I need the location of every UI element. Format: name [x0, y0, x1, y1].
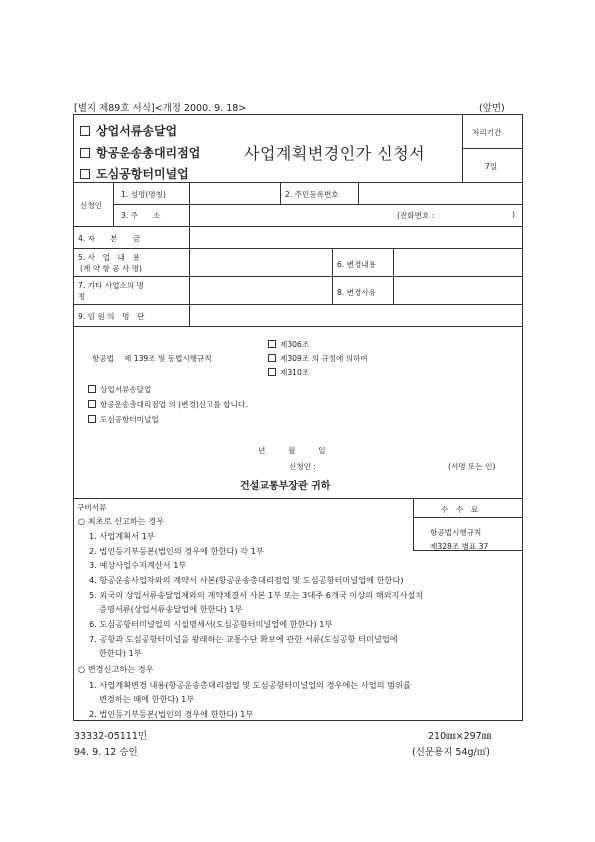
name-label: 1. 성명(명칭)	[121, 190, 166, 199]
fee-line-2: 제328조 별표 37	[430, 542, 489, 551]
change-content-field[interactable]	[394, 249, 522, 275]
recipient: 건설교통부장관 귀하	[240, 481, 331, 492]
change-content-label: 6. 변경내용	[337, 260, 377, 269]
change-reason-field[interactable]	[394, 277, 522, 303]
checkbox-icon[interactable]	[80, 126, 90, 136]
checkbox-icon[interactable]	[88, 400, 96, 408]
doc-item: 2. 법인등기부등본(법인의 경우에 한한다) 각 1부	[89, 546, 264, 556]
doc-item: 5. 외국의 상업서류송달업체와의 계약체결서 사본 1부 또는 3대주 6개국 이상의 해외지사설치	[89, 590, 424, 600]
phone-label: (전화번호 :	[397, 211, 435, 220]
checkbox-icon[interactable]	[88, 415, 96, 423]
checkbox-icon[interactable]	[88, 385, 96, 393]
doc-item-cont: 증명서류(상업서류송달업에 한한다) 1부	[99, 604, 243, 614]
paper-size: 210㎜×297㎜	[428, 731, 492, 742]
article-306-option[interactable]: 제306조	[268, 339, 309, 350]
officers-label: 9. 임 원 의 명 단	[78, 312, 145, 321]
section-initial-report: ○ 최초로 신고하는 경우	[78, 516, 165, 526]
checkbox-icon[interactable]	[80, 148, 90, 158]
officers-field[interactable]	[190, 305, 522, 325]
contract-airline-label: (계 약 항 공 사 명)	[80, 264, 143, 273]
date-line: 년 월 일	[258, 446, 326, 455]
signer-label: 신청인 :	[289, 462, 316, 471]
doc-item-cont: 한한다) 1부	[99, 648, 142, 658]
approval-date: 94. 9. 12 승인	[74, 747, 138, 758]
resident-id-field[interactable]	[359, 183, 522, 203]
article-310-option[interactable]: 제310조	[268, 367, 309, 378]
checkbox-icon[interactable]	[268, 354, 276, 362]
other-office-label-cont: 칭	[78, 292, 86, 301]
other-office-field[interactable]	[190, 277, 331, 303]
doc-item: 1. 사업계획서 1부	[89, 531, 155, 541]
form-title: 사업계획변경인가 신청서	[244, 144, 426, 163]
processing-period-label: 처리기간	[472, 128, 502, 137]
doc-item: 3. 예상사업수지계산서 1부	[89, 560, 187, 570]
address-label: 3. 주 소	[121, 211, 161, 220]
report-option-air-cargo-agency[interactable]: 항공운송총대리점업 의 (변경)신고를 합니다.	[88, 399, 248, 410]
law-reference: 항공법 제 139조 및 동법시행규칙	[92, 354, 212, 363]
other-office-label: 7. 기타 사업소의 명	[78, 281, 144, 290]
capital-field[interactable]	[190, 227, 522, 247]
checkbox-icon[interactable]	[268, 340, 276, 348]
report-option-city-air-terminal[interactable]: 도심공항터미널업	[88, 414, 159, 425]
paper-type: (신문용지 54g/㎡)	[412, 747, 490, 758]
phone-close: )	[512, 210, 515, 219]
business-content-field[interactable]	[190, 249, 331, 275]
article-309-option[interactable]: 제309조 의 규정에 의하여	[268, 353, 368, 364]
doc-item-cont: 변경하는 때에 한한다) 1부	[99, 694, 195, 704]
applicant-label: 신청인	[80, 201, 103, 210]
processing-period-value: 7일	[485, 162, 498, 171]
doc-item: 1. 사업계획변경 내용(항공운송총대리점업 및 도심공항터미널업의 경우에는 사업의 범위를	[89, 680, 411, 690]
section-change-report: ○ 변경신고하는 경우	[78, 664, 154, 674]
business-content-label: 5. 사 업 내 용	[78, 253, 140, 262]
doc-item: 6. 도심공항터미널업의 시설명세서(도심공항터미널업에 한한다) 1부	[89, 619, 333, 629]
report-option-document-delivery[interactable]: 상업서류송달업	[88, 384, 151, 395]
name-field[interactable]	[190, 183, 279, 203]
fee-heading: 수 수 료	[441, 505, 479, 514]
resident-id-label: 2. 주민등록번호	[285, 190, 339, 199]
page-side-label: (앞면)	[479, 103, 505, 114]
fee-line-1: 항공법시행규칙	[430, 528, 482, 537]
signature-label: (서명 또는 인)	[448, 462, 496, 471]
address-field[interactable]	[190, 205, 390, 225]
checkbox-icon[interactable]	[268, 368, 276, 376]
doc-item: 4. 항공운송사업자와의 계약서 사본(항공운송총대리점업 및 도심공항터미널업에 한한다)	[89, 575, 404, 585]
capital-label: 4. 자 본 금	[78, 234, 141, 243]
option-city-air-terminal[interactable]: 도심공항터미널업	[80, 165, 189, 182]
change-reason-label: 8. 변경사유	[337, 288, 377, 297]
doc-item: 2. 법인등기부등본(법인의 경우에 한한다) 1부	[89, 709, 254, 719]
doc-item: 7. 공항과 도심공항터미널을 왕래하는 교통수단 확보에 관한 서류(도심공항 터미널업에	[89, 634, 398, 644]
option-air-cargo-agency[interactable]: 항공운송총대리점업	[80, 144, 200, 161]
form-code: 33332-05111민	[74, 731, 148, 742]
checkbox-icon[interactable]	[80, 169, 90, 179]
form-number: [별지 제89호 서식]<개정 2000. 9. 18>	[74, 103, 247, 114]
signer-field[interactable]	[330, 458, 440, 472]
required-docs-heading: 구비서류	[77, 503, 107, 512]
option-document-delivery[interactable]: 상업서류송달업	[80, 122, 177, 139]
